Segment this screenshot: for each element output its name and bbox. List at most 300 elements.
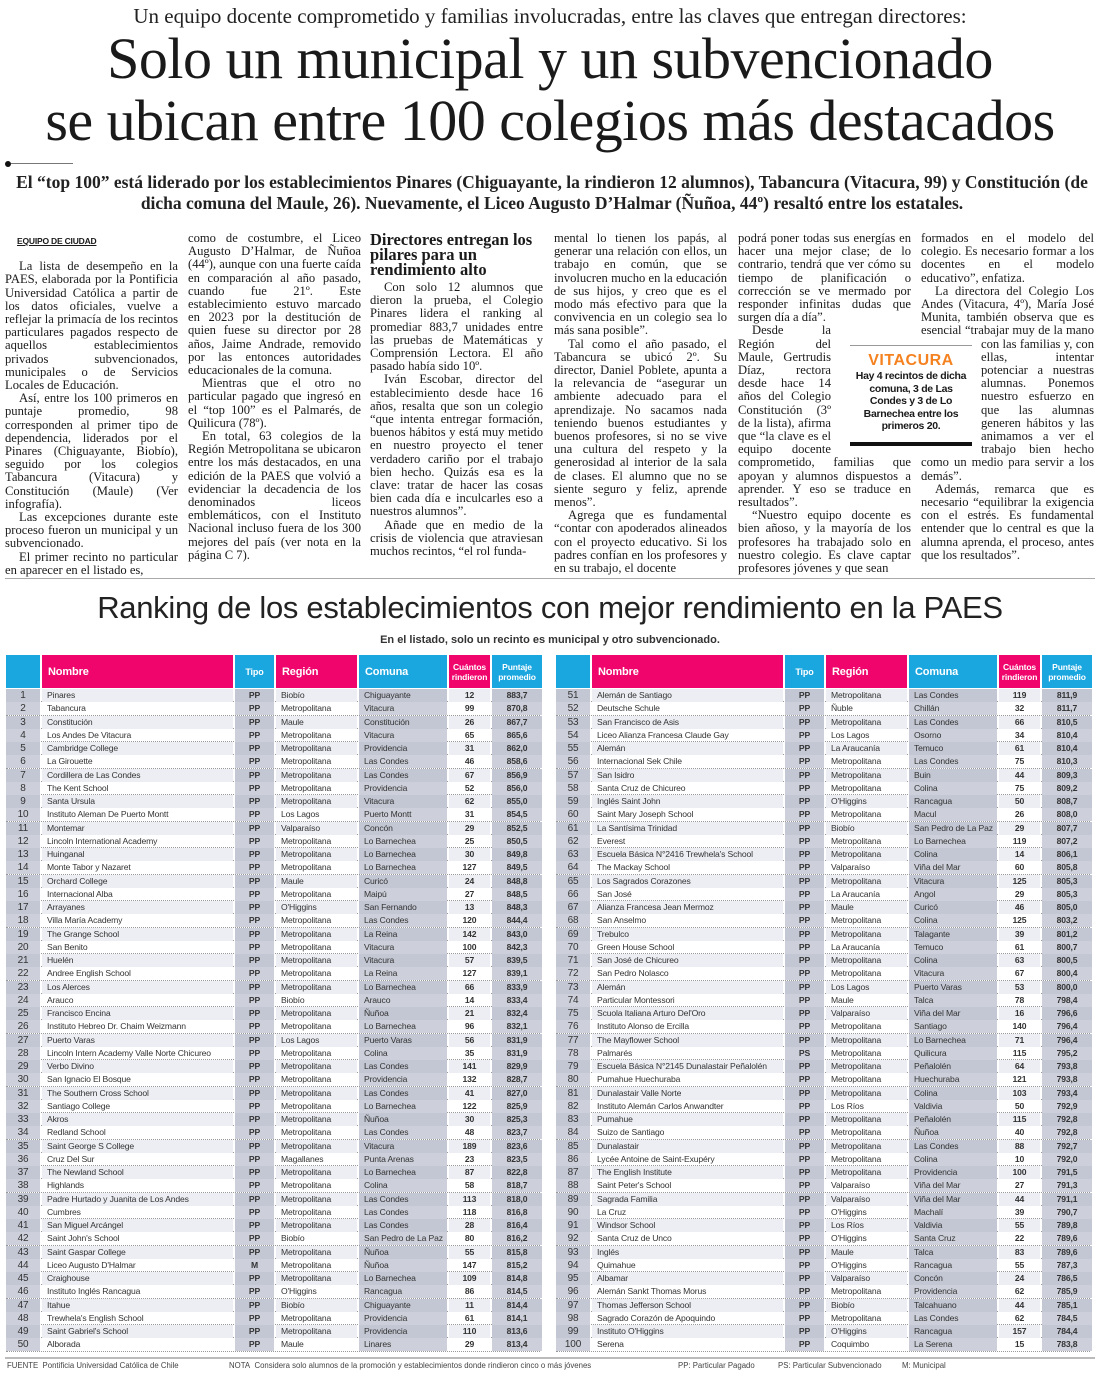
table-row	[6, 848, 540, 861]
comuna-cell: Ñuñoa	[359, 1113, 447, 1126]
table-row	[556, 822, 1090, 835]
article-paragraph: “Nuestro equipo docente es bien añoso, y la mayoría de los profesores ha trabajado solo en nuestro colegio. Es clave captar profesores jóvenes y que sean	[738, 508, 911, 576]
comuna-cell: Las Condes	[909, 1312, 997, 1325]
table-row	[6, 769, 540, 782]
comuna-cell: Colina	[359, 1179, 447, 1192]
name-cell: Akros	[42, 1113, 233, 1126]
name-cell: San Miguel Arcángel	[42, 1219, 233, 1232]
region-cell: Metropolitana	[276, 1219, 357, 1232]
score-cell: 789,8	[1042, 1219, 1092, 1232]
count-cell: 57	[449, 954, 490, 967]
name-cell: Inglés	[592, 1246, 783, 1259]
rank-cell: 98	[556, 1312, 590, 1325]
comuna-cell: Chillán	[909, 702, 997, 715]
rank-cell: 36	[6, 1153, 40, 1166]
rank-cell: 72	[556, 967, 590, 980]
region-cell: Metropolitana	[831, 1074, 882, 1085]
name-cell: Santiago College	[47, 1100, 111, 1111]
ranking-subtitle: En el listado, solo un recinto es municipal y otro subvencionado.	[380, 634, 720, 646]
count-cell: 121	[1012, 1074, 1027, 1085]
table-row	[6, 689, 540, 702]
comuna-cell: Vitacura	[359, 1140, 447, 1153]
name-cell: Alemán Sankt Thomas Morus	[597, 1286, 707, 1297]
comuna-cell: Peñalolén	[909, 1113, 997, 1126]
rank-cell: 71	[556, 954, 590, 967]
score-cell: 784,4	[1042, 1325, 1092, 1338]
score-cell: 785,9	[1042, 1285, 1092, 1298]
region-cell: Valparaíso	[831, 862, 870, 873]
count-cell: 103	[999, 1087, 1040, 1100]
table-row	[6, 941, 540, 954]
name-cell: Verbo Divino	[42, 1060, 233, 1073]
comuna-cell: Puerto Varas	[359, 1034, 447, 1047]
name-cell: Pinares	[42, 689, 233, 702]
comuna-cell: Puerto Varas	[909, 981, 997, 994]
rank-cell: 86	[556, 1153, 590, 1166]
type-cell: PP	[785, 808, 824, 821]
type-cell: PP	[235, 901, 274, 914]
name-cell: Saint John's School	[47, 1233, 120, 1244]
count-cell: 78	[1014, 994, 1025, 1005]
score-cell: 807,2	[1042, 835, 1092, 848]
name-cell: Lycée Antoine de Saint-Exupéry	[597, 1153, 715, 1164]
name-cell: Instituto Alemán Carlos Anwandter	[597, 1100, 724, 1111]
type-cell: PP	[785, 1219, 824, 1232]
score-cell: 813,6	[492, 1325, 542, 1338]
rank-cell: 52	[556, 702, 590, 715]
score-cell: 805,3	[1042, 875, 1092, 888]
comuna-cell: Chiguayante	[359, 1299, 447, 1312]
name-cell: Monte Tabor y Nazaret	[47, 862, 131, 873]
table-row	[556, 795, 1090, 808]
table-row	[556, 729, 1090, 742]
type-cell: PP	[235, 702, 274, 715]
table-row	[556, 1325, 1090, 1338]
count-cell: 14	[464, 994, 475, 1005]
article-paragraph: Desde la Región del Maule, Gertrudis Díaz, rectora desde hace 14 años del Colegio Constitución (3º de la lista), afirma que “la clave es el equipo docente comprometido, familias que apoyan y alumnos dispuestos a aprender. Y eso se traduce en resultados”.	[738, 323, 911, 510]
type-cell: PP	[785, 1153, 824, 1166]
table-row	[6, 1338, 540, 1351]
region-cell: Metropolitana	[831, 782, 882, 793]
region-cell: O'Higgins	[831, 1233, 867, 1244]
count-cell: 53	[999, 981, 1040, 994]
score-cell: 827,0	[492, 1087, 542, 1100]
type-cell: PP	[785, 1179, 824, 1192]
table-row	[556, 1206, 1090, 1219]
region-cell: Metropolitana	[281, 835, 332, 846]
rank-cell: 45	[6, 1272, 40, 1285]
name-cell: Itahue	[42, 1299, 233, 1312]
comuna-cell: Talca	[909, 1246, 997, 1259]
score-cell: 825,3	[492, 1113, 542, 1126]
comuna-cell: Osorno	[909, 729, 997, 742]
comuna-cell: Las Condes	[359, 769, 447, 782]
region-cell: Valparaíso	[826, 1272, 907, 1285]
name-cell: Liceo Augusto D'Halmar	[47, 1259, 136, 1270]
type-cell: PP	[235, 914, 274, 927]
rank-cell: 30	[6, 1073, 40, 1086]
comuna-cell: Las Condes	[359, 1087, 447, 1100]
count-cell: 62	[1014, 1312, 1025, 1323]
rank-cell: 89	[556, 1193, 590, 1206]
rank-cell: 20	[6, 941, 40, 954]
rank-cell: 6	[6, 755, 40, 768]
table-row	[556, 1193, 1090, 1206]
table-row	[6, 1285, 540, 1298]
article-paragraph: En total, 63 colegios de la Región Metropolitana se ubicaron entre los más destacados, en una edición de la PAES que volvió a evidenciar la decadencia de los denominados liceos emblemáticos, con el Instituto Nacional incluso fuera de los 300 mejores del país (ver nota en la página C 7).	[188, 429, 361, 562]
comuna-cell: La Reina	[359, 967, 447, 980]
comuna-cell: Maipú	[359, 888, 447, 901]
rank-cell: 10	[6, 808, 40, 821]
region-cell: Metropolitana	[276, 1325, 357, 1338]
rank-cell: 91	[556, 1219, 590, 1232]
comuna-cell: Las Condes	[359, 1206, 447, 1219]
region-cell: Metropolitana	[831, 756, 882, 767]
count-cell: 35	[464, 1047, 475, 1058]
type-cell: PP	[785, 729, 824, 742]
region-cell: Metropolitana	[276, 1272, 357, 1285]
rank-cell: 95	[556, 1272, 590, 1285]
name-cell: Trebulco	[592, 928, 783, 941]
section-divider	[5, 578, 1095, 579]
region-cell: Los Ríos	[826, 1219, 907, 1232]
source-text: Pontificia Universidad Católica de Chile	[42, 1361, 179, 1370]
region-cell: Metropolitana	[276, 1140, 357, 1153]
type-cell: PP	[785, 755, 824, 768]
rank-cell: 49	[6, 1325, 40, 1338]
score-cell: 796,4	[1042, 1020, 1092, 1033]
article-column-1	[5, 232, 178, 577]
table-row	[556, 689, 1090, 702]
name-cell: Saint Mary Joseph School	[597, 809, 694, 820]
count-cell: 55	[999, 1219, 1040, 1232]
footer-divider	[5, 1357, 1095, 1359]
count-cell: 30	[449, 848, 490, 861]
count-cell: 58	[464, 1180, 475, 1191]
score-cell: 854,5	[492, 808, 542, 821]
table-row	[556, 782, 1090, 795]
rank-cell: 61	[556, 822, 590, 835]
score-cell: 816,4	[492, 1219, 542, 1232]
comuna-cell: Valdivia	[909, 1219, 997, 1232]
name-cell: Alemán	[592, 742, 783, 755]
score-cell: 825,9	[492, 1100, 542, 1113]
type-cell: PP	[785, 994, 824, 1007]
region-cell: Metropolitana	[826, 689, 907, 702]
table-row	[556, 1113, 1090, 1126]
score-cell: 850,5	[492, 835, 542, 848]
region-cell: Metropolitana	[831, 915, 882, 926]
type-cell: PP	[785, 1193, 824, 1206]
region-cell: Metropolitana	[276, 981, 357, 994]
header-nombre: Nombre	[42, 655, 233, 688]
article-paragraph: El primer recinto no particular en aparecer en el listado es,	[5, 549, 178, 577]
region-cell: Metropolitana	[826, 875, 907, 888]
rank-cell: 59	[556, 795, 590, 808]
score-cell: 793,4	[1042, 1087, 1092, 1100]
rank-cell: 28	[6, 1047, 40, 1060]
region-cell: Metropolitana	[281, 1206, 332, 1217]
name-cell: San José	[597, 888, 632, 899]
type-cell: PP	[785, 1113, 824, 1126]
rank-cell: 74	[556, 994, 590, 1007]
score-cell: 807,7	[1042, 822, 1092, 835]
count-cell: 132	[462, 1074, 477, 1085]
score-cell: 806,1	[1042, 848, 1092, 861]
callout-box	[850, 345, 972, 446]
comuna-cell: Lo Barnechea	[359, 1020, 447, 1033]
name-cell: Instituto Inglés Rancagua	[47, 1286, 141, 1297]
score-cell: 831,9	[492, 1034, 542, 1047]
name-cell: Montemar	[42, 822, 233, 835]
table-row	[6, 1325, 540, 1338]
count-cell: 141	[449, 1060, 490, 1073]
count-cell: 96	[464, 1021, 475, 1032]
score-cell: 831,9	[492, 1047, 542, 1060]
type-cell: PP	[235, 1007, 274, 1020]
type-cell: PP	[235, 1140, 274, 1153]
region-cell: Metropolitana	[276, 742, 357, 755]
score-cell: 844,4	[492, 914, 542, 927]
region-cell: Metropolitana	[276, 1087, 357, 1100]
count-cell: 30	[449, 1113, 490, 1126]
divider	[11, 163, 73, 164]
comuna-cell: San Fernando	[359, 901, 447, 914]
name-cell: Saint George S College	[42, 1140, 233, 1153]
type-cell: PP	[235, 1073, 274, 1086]
type-cell: PP	[785, 1020, 824, 1033]
score-cell: 789,6	[1042, 1232, 1092, 1245]
comuna-cell: Talcahuano	[909, 1299, 997, 1312]
article-paragraph: Mientras que el otro no particular pagado que ingresó en el “top 100” es el Palmarés, de Quilicura (78º).	[188, 376, 361, 430]
table-row	[556, 1259, 1090, 1272]
comuna-cell: Constitución	[359, 716, 447, 729]
header-puntaje: Puntaje promedio	[1042, 655, 1092, 688]
name-cell: Cordillera de Las Condes	[42, 769, 233, 782]
name-cell: Los Sagrados Corazones	[592, 875, 783, 888]
comuna-cell: Lo Barnechea	[359, 1100, 447, 1113]
header-nombre: Nombre	[592, 655, 783, 688]
type-cell: PP	[785, 1259, 824, 1272]
region-cell: Metropolitana	[281, 1259, 332, 1270]
region-cell: Metropolitana	[826, 928, 907, 941]
comuna-cell: Arauco	[359, 994, 447, 1007]
type-cell: PP	[785, 1100, 824, 1113]
name-cell: Instituto Alonso de Ercilla	[597, 1021, 689, 1032]
comuna-cell: Lo Barnechea	[359, 981, 447, 994]
count-cell: 125	[999, 875, 1040, 888]
score-cell: 867,7	[492, 716, 542, 729]
rank-cell: 69	[556, 928, 590, 941]
comuna-cell: Providencia	[359, 742, 447, 755]
type-cell: PP	[235, 941, 274, 954]
type-cell: PP	[785, 769, 824, 782]
score-cell: 811,7	[1042, 702, 1092, 715]
name-cell: The Kent School	[47, 782, 109, 793]
comuna-cell: Temuco	[909, 941, 997, 954]
count-cell: 50	[999, 795, 1040, 808]
comuna-cell: Ñuñoa	[909, 1126, 997, 1139]
region-cell: Metropolitana	[826, 1140, 907, 1153]
name-cell: Pumahue Huechuraba	[597, 1074, 681, 1085]
type-cell: PP	[785, 941, 824, 954]
region-cell: Maule	[276, 716, 357, 729]
header-region: Región	[826, 655, 907, 688]
score-cell: 813,4	[492, 1338, 542, 1351]
table-row	[6, 875, 540, 888]
score-cell: 805,8	[1042, 861, 1092, 874]
name-cell: Santa Cruz de Chicureo	[597, 782, 686, 793]
type-cell: PP	[785, 1272, 824, 1285]
rank-cell: 77	[556, 1034, 590, 1047]
source-label: FUENTE	[7, 1361, 39, 1370]
name-cell: Arauco	[47, 994, 74, 1005]
region-cell: Metropolitana	[281, 888, 332, 899]
header-tipo: Tipo	[785, 655, 824, 688]
name-cell: Particular Montessori	[597, 994, 675, 1005]
count-cell: 140	[1012, 1021, 1027, 1032]
rank-cell: 100	[556, 1338, 590, 1351]
rank-cell: 87	[556, 1166, 590, 1179]
region-cell: Magallanes	[281, 1153, 324, 1164]
comuna-cell: Las Condes	[909, 1140, 997, 1153]
score-cell: 786,5	[1042, 1272, 1092, 1285]
region-cell: Metropolitana	[826, 716, 907, 729]
score-cell: 792,8	[1042, 1113, 1092, 1126]
comuna-cell: Punta Arenas	[359, 1153, 447, 1166]
name-cell: Pumahue	[592, 1113, 783, 1126]
article-column-2	[188, 232, 361, 567]
region-cell: Los Lagos	[831, 729, 870, 740]
score-cell: 848,3	[492, 901, 542, 914]
region-cell: Metropolitana	[281, 1100, 332, 1111]
rank-cell: 56	[556, 755, 590, 768]
table-row	[6, 1140, 540, 1153]
rank-cell: 39	[6, 1193, 40, 1206]
article-column-3	[370, 232, 543, 567]
region-cell: Metropolitana	[826, 1166, 907, 1179]
table-row	[556, 769, 1090, 782]
region-cell: Metropolitana	[281, 1127, 332, 1138]
region-cell: O'Higgins	[831, 1206, 867, 1217]
type-cell: PP	[785, 1126, 824, 1139]
type-cell: PP	[785, 1206, 824, 1219]
rank-header	[6, 655, 40, 688]
article-paragraph: Además, remarca que es necesario “equilibrar la exigencia con el estrés. Es fundamental entender que lo central es que la alumna aprenda, el proceso, antes que los resultados”.	[921, 481, 1094, 562]
score-cell: 839,5	[492, 954, 542, 967]
name-cell: The Newland School	[42, 1166, 233, 1179]
rank-cell: 9	[6, 795, 40, 808]
count-cell: 86	[464, 1286, 475, 1297]
type-cell: PP	[785, 742, 824, 755]
comuna-cell: Valdivia	[909, 1100, 997, 1113]
table-row	[6, 1126, 540, 1139]
type-cell: PP	[235, 861, 274, 874]
type-cell: PP	[235, 689, 274, 702]
name-cell: Cambridge College	[42, 742, 233, 755]
type-cell: PP	[235, 1206, 274, 1219]
type-cell: PP	[785, 1034, 824, 1047]
region-cell: Metropolitana	[831, 1312, 882, 1323]
score-cell: 839,1	[492, 967, 542, 980]
rank-cell: 17	[6, 901, 40, 914]
comuna-cell: Colina	[909, 954, 997, 967]
count-cell: 110	[449, 1325, 490, 1338]
region-cell: Metropolitana	[281, 1047, 332, 1058]
count-cell: 24	[999, 1272, 1040, 1285]
count-cell: 62	[1014, 1286, 1025, 1297]
score-cell: 848,5	[492, 888, 542, 901]
comuna-cell: Colina	[909, 1153, 997, 1166]
type-cell: PP	[235, 981, 274, 994]
region-cell: Metropolitana	[276, 769, 357, 782]
type-cell: PP	[785, 954, 824, 967]
callout-bar	[850, 442, 972, 446]
comuna-cell: Rancagua	[359, 1285, 447, 1298]
region-cell: Metropolitana	[831, 1021, 882, 1032]
region-cell: Los Lagos	[281, 809, 320, 820]
count-cell: 61	[1014, 941, 1025, 952]
name-cell: Arrayanes	[42, 901, 233, 914]
type-cell: PP	[235, 954, 274, 967]
header-comuna: Comuna	[909, 655, 997, 688]
comuna-cell: Providencia	[359, 1312, 447, 1325]
region-cell: Metropolitana	[281, 1021, 332, 1032]
score-cell: 856,9	[492, 769, 542, 782]
table-row	[556, 875, 1090, 888]
rank-cell: 75	[556, 1007, 590, 1020]
comuna-cell: Las Condes	[359, 1193, 447, 1206]
score-cell: 800,7	[1042, 941, 1092, 954]
count-cell: 11	[449, 1299, 490, 1312]
type-cell: PP	[235, 1060, 274, 1073]
rank-cell: 70	[556, 941, 590, 954]
name-cell: Windsor School	[592, 1219, 783, 1232]
type-cell: PP	[235, 1325, 274, 1338]
count-cell: 113	[449, 1193, 490, 1206]
region-cell: Metropolitana	[826, 1113, 907, 1126]
table-row	[6, 1179, 540, 1192]
callout-heading: VITACURA	[868, 352, 954, 369]
rank-cell: 43	[6, 1246, 40, 1259]
rank-cell: 11	[6, 822, 40, 835]
rank-cell: 42	[6, 1232, 40, 1245]
ranking-table-left	[6, 655, 540, 1352]
region-cell: Metropolitana	[276, 1113, 357, 1126]
rank-cell: 27	[6, 1034, 40, 1047]
rank-cell: 60	[556, 808, 590, 821]
region-cell: Metropolitana	[281, 968, 332, 979]
score-cell: 811,9	[1042, 689, 1092, 702]
rank-cell: 38	[6, 1179, 40, 1192]
score-cell: 865,6	[492, 729, 542, 742]
comuna-cell: Santiago	[909, 1020, 997, 1033]
rank-cell: 8	[6, 782, 40, 795]
count-cell: 25	[464, 835, 475, 846]
score-cell: 810,4	[1042, 729, 1092, 742]
table-row	[556, 928, 1090, 941]
name-cell: Los Andes De Vitacura	[47, 729, 132, 740]
table-row	[6, 1060, 540, 1073]
count-cell: 88	[999, 1140, 1040, 1153]
rank-cell: 31	[6, 1087, 40, 1100]
count-cell: 80	[464, 1233, 475, 1244]
type-cell: PP	[235, 928, 274, 941]
type-cell: PP	[235, 1219, 274, 1232]
article-paragraph: La directora del Colegio Los Andes (Vitacura, 4º), María José Munita, también observa que es esencial “trabajar muy de la mano con las familias y, con ellas, intentar potenciar a nuestras alumnas. Ponemos nuestro esfuerzo en que las alumnas generen hábitos y las animamos a ver el trabajo bien hecho como un medio para servir a los demás”.	[921, 283, 1094, 483]
count-cell: 115	[1012, 1047, 1027, 1058]
table-row	[556, 1166, 1090, 1179]
